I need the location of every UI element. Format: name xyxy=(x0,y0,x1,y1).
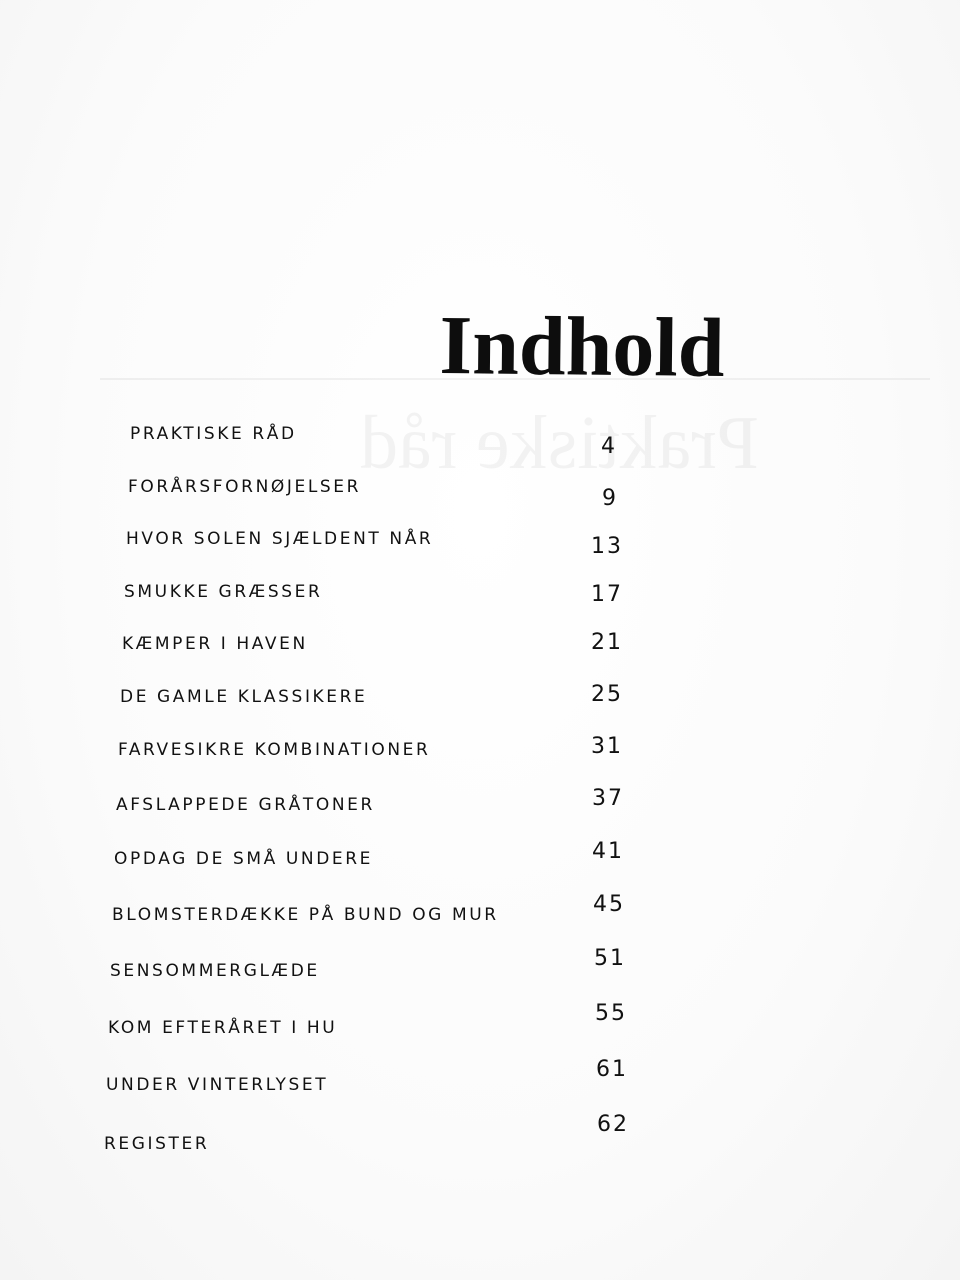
toc-entry-page: 9 xyxy=(602,486,618,511)
toc-entry-page: 41 xyxy=(592,839,624,864)
toc-entry-title: REGISTER xyxy=(104,1134,210,1154)
toc-entry-title: AFSLAPPEDE GRÅTONER xyxy=(116,795,375,815)
toc-entry-title: OPDAG DE SMÅ UNDERE xyxy=(114,849,374,869)
toc-entry-page: 4 xyxy=(601,434,617,459)
toc-entry-page: 17 xyxy=(591,582,623,607)
toc-entry-title: BLOMSTERDÆKKE PÅ BUND OG MUR xyxy=(112,905,499,925)
toc-entry-title: PRAKTISKE RÅD xyxy=(130,424,297,444)
toc-entry-title: FARVESIKRE KOMBINATIONER xyxy=(118,740,431,760)
toc-entry-page: 21 xyxy=(591,630,623,655)
toc-entry-title: SENSOMMERGLÆDE xyxy=(110,961,320,981)
toc-entry-page: 55 xyxy=(595,1001,627,1026)
page-title: Indhold xyxy=(439,299,725,396)
toc-entry-title: HVOR SOLEN SJÆLDENT NÅR xyxy=(126,529,434,549)
toc-entry-title: KÆMPER I HAVEN xyxy=(122,634,308,654)
toc-entry-page: 31 xyxy=(591,734,623,759)
toc-entry-title: SMUKKE GRÆSSER xyxy=(124,582,323,602)
toc-entry-page: 45 xyxy=(593,892,625,917)
toc-entry-title: DE GAMLE KLASSIKERE xyxy=(120,687,368,707)
toc-entry-title: FORÅRSFORNØJELSER xyxy=(128,477,362,497)
toc-entry-page: 62 xyxy=(597,1112,629,1137)
toc-entry-page: 13 xyxy=(591,534,623,559)
toc-entry-page: 61 xyxy=(596,1057,628,1082)
toc-entry-page: 51 xyxy=(594,946,626,971)
toc-entry-title: KOM EFTERÅRET I HU xyxy=(108,1018,338,1038)
toc-entry-page: 37 xyxy=(592,786,624,811)
toc-entry-page: 25 xyxy=(591,682,623,707)
toc-entry-title: UNDER VINTERLYSET xyxy=(106,1075,329,1095)
